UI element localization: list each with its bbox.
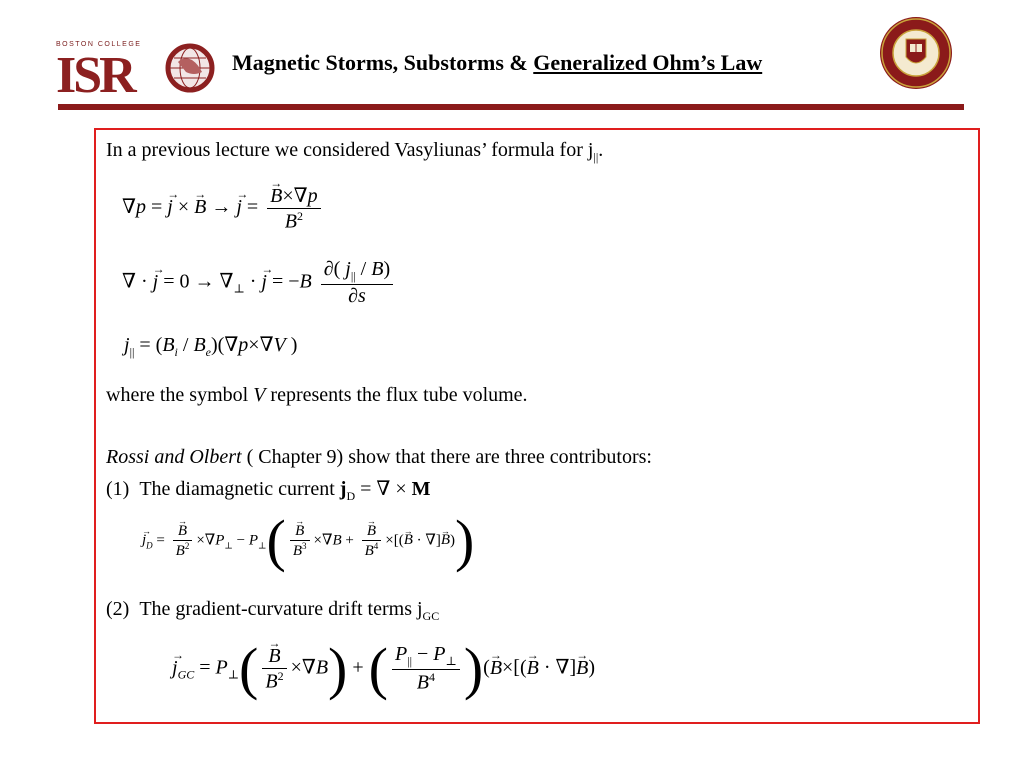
equation-divergence: ∇ · → $j = 0 \to \nabla_\perp$ · → j = −B $\frac{\partial( j_{||} / B)}{\partial s}$ [122, 258, 397, 308]
equation-gradient-curvature: → $j_{GC} = P_\perp$( → $\frac{B}{B^2}$ ×∇B) + ( $\frac{P_{||} - P_\perp}{B^4}$ )(→ B×[(→ B · ∇]→ B) [172, 640, 595, 698]
logo-org-text: BOSTON COLLEGE [56, 41, 142, 48]
intro-text: In a previous lecture we considered Vasyliunas’ formula for $j_{||}$. [106, 139, 604, 164]
contributors-intro: Rossi and Olbert ( Chapter 9) show that there are three contributors: [106, 446, 652, 468]
equation-pressure-balance: ∇p = → j × → B → → j = → $\frac{B\times\nabla p}{B^2}$ [122, 183, 325, 234]
header-divider [58, 104, 964, 110]
equation-vasyliunas: $j_{||} = (B_i / B_e)(\nabla p\times\nabla V$ ) [124, 334, 298, 359]
flux-tube-note: where the symbol V represents the flux tube volume. [106, 384, 528, 406]
isro-logo [56, 38, 206, 104]
list-item-diamagnetic: (1) The diamagnetic current $j_D$ = ∇ × M [106, 478, 431, 503]
list-item-gradient-curvature: (2) The gradient-curvature drift terms $j_{GC}$ [106, 598, 440, 623]
logo-mark: ISR [56, 47, 134, 104]
globe-icon [164, 42, 216, 94]
equation-diamagnetic-current: → $j_D$ = → $\frac{B}{B^2}$ $\times\nabla P_\perp - P_\perp$( → $\frac{B}{B^3}$ ×∇B + → $\frac{B}{B^4}$ ×[(→ B · ∇]→ B)) [142, 512, 474, 570]
page-title: Magnetic Storms, Substorms & Generalized Ohm’s Law [232, 50, 763, 75]
boston-college-seal-icon [878, 15, 954, 91]
